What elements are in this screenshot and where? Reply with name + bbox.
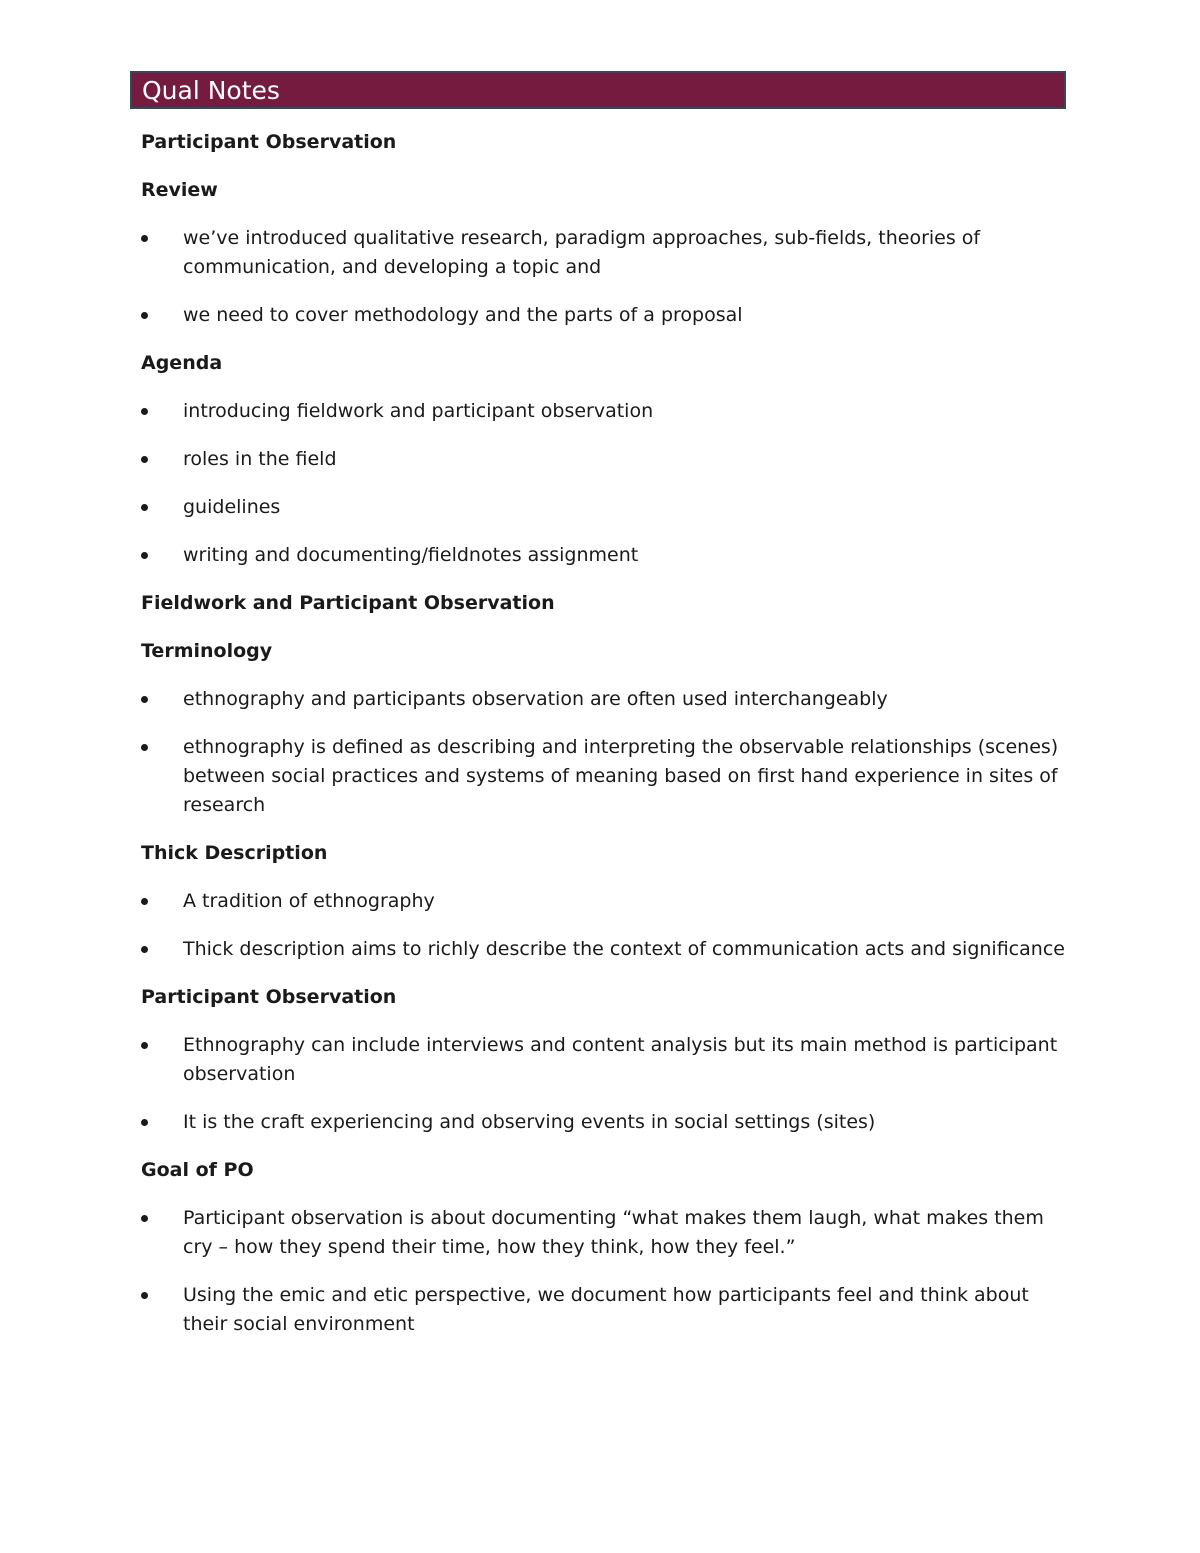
section-agenda: [141, 349, 1071, 570]
list-item: introducing fieldwork and participant observation: [141, 397, 1071, 426]
title-banner: [130, 71, 1066, 109]
section-heading: Goal of PO: [141, 1159, 254, 1181]
list-item: ethnography is defined as describing and interpreting the observable relationships (scenes) between social practices and systems of meaning based on first hand experience in sites of research: [141, 733, 1071, 820]
section-heading: Participant Observation: [141, 986, 397, 1008]
section-goal-of-po: [141, 1156, 1071, 1339]
section-heading: Thick Description: [141, 842, 328, 864]
bullet-list: [141, 685, 1071, 820]
section-review: [141, 176, 1071, 330]
document-title: Qual Notes: [142, 76, 280, 105]
section-heading: Terminology: [141, 640, 273, 662]
list-item: Participant observation is about documenting “what makes them laugh, what makes them cry – how they spend their time, how they think, how they feel.”: [141, 1204, 1071, 1262]
list-item: Ethnography can include interviews and content analysis but its main method is participant observation: [141, 1031, 1071, 1089]
list-item: guidelines: [141, 493, 1071, 522]
section-fieldwork: [141, 589, 1071, 618]
bullet-list: [141, 887, 1071, 964]
bullet-icon: [141, 552, 148, 559]
bullet-icon: [141, 235, 148, 242]
section-heading: Fieldwork and Participant Observation: [141, 592, 555, 614]
list-item: we need to cover methodology and the parts of a proposal: [141, 301, 1071, 330]
bullet-list: [141, 1031, 1071, 1137]
list-item: roles in the field: [141, 445, 1071, 474]
section-heading: Participant Observation: [141, 131, 397, 153]
list-item: ethnography and participants observation are often used interchangeably: [141, 685, 1071, 714]
bullet-icon: [141, 1292, 148, 1299]
bullet-icon: [141, 408, 148, 415]
section-participant-observation-intro: [141, 128, 1071, 157]
list-item: Using the emic and etic perspective, we document how participants feel and think about their social environment: [141, 1281, 1071, 1339]
bullet-icon: [141, 946, 148, 953]
list-item: A tradition of ethnography: [141, 887, 1071, 916]
bullet-list: [141, 1204, 1071, 1339]
list-item: we’ve introduced qualitative research, paradigm approaches, sub-fields, theories of communication, and developing a topic and: [141, 224, 1071, 282]
bullet-icon: [141, 1215, 148, 1222]
list-item: Thick description aims to richly describe the context of communication acts and significance: [141, 935, 1071, 964]
bullet-icon: [141, 456, 148, 463]
section-thick-description: [141, 839, 1071, 964]
list-item: It is the craft experiencing and observing events in social settings (sites): [141, 1108, 1071, 1137]
section-heading: Agenda: [141, 352, 223, 374]
bullet-icon: [141, 1042, 148, 1049]
bullet-list: [141, 224, 1071, 330]
list-item: writing and documenting/fieldnotes assignment: [141, 541, 1071, 570]
section-terminology: [141, 637, 1071, 820]
bullet-icon: [141, 898, 148, 905]
document-body: [141, 128, 1071, 1358]
bullet-icon: [141, 696, 148, 703]
bullet-icon: [141, 312, 148, 319]
bullet-icon: [141, 504, 148, 511]
bullet-icon: [141, 1119, 148, 1126]
bullet-icon: [141, 744, 148, 751]
section-heading: Review: [141, 179, 218, 201]
bullet-list: [141, 397, 1071, 570]
section-participant-observation: [141, 983, 1071, 1137]
